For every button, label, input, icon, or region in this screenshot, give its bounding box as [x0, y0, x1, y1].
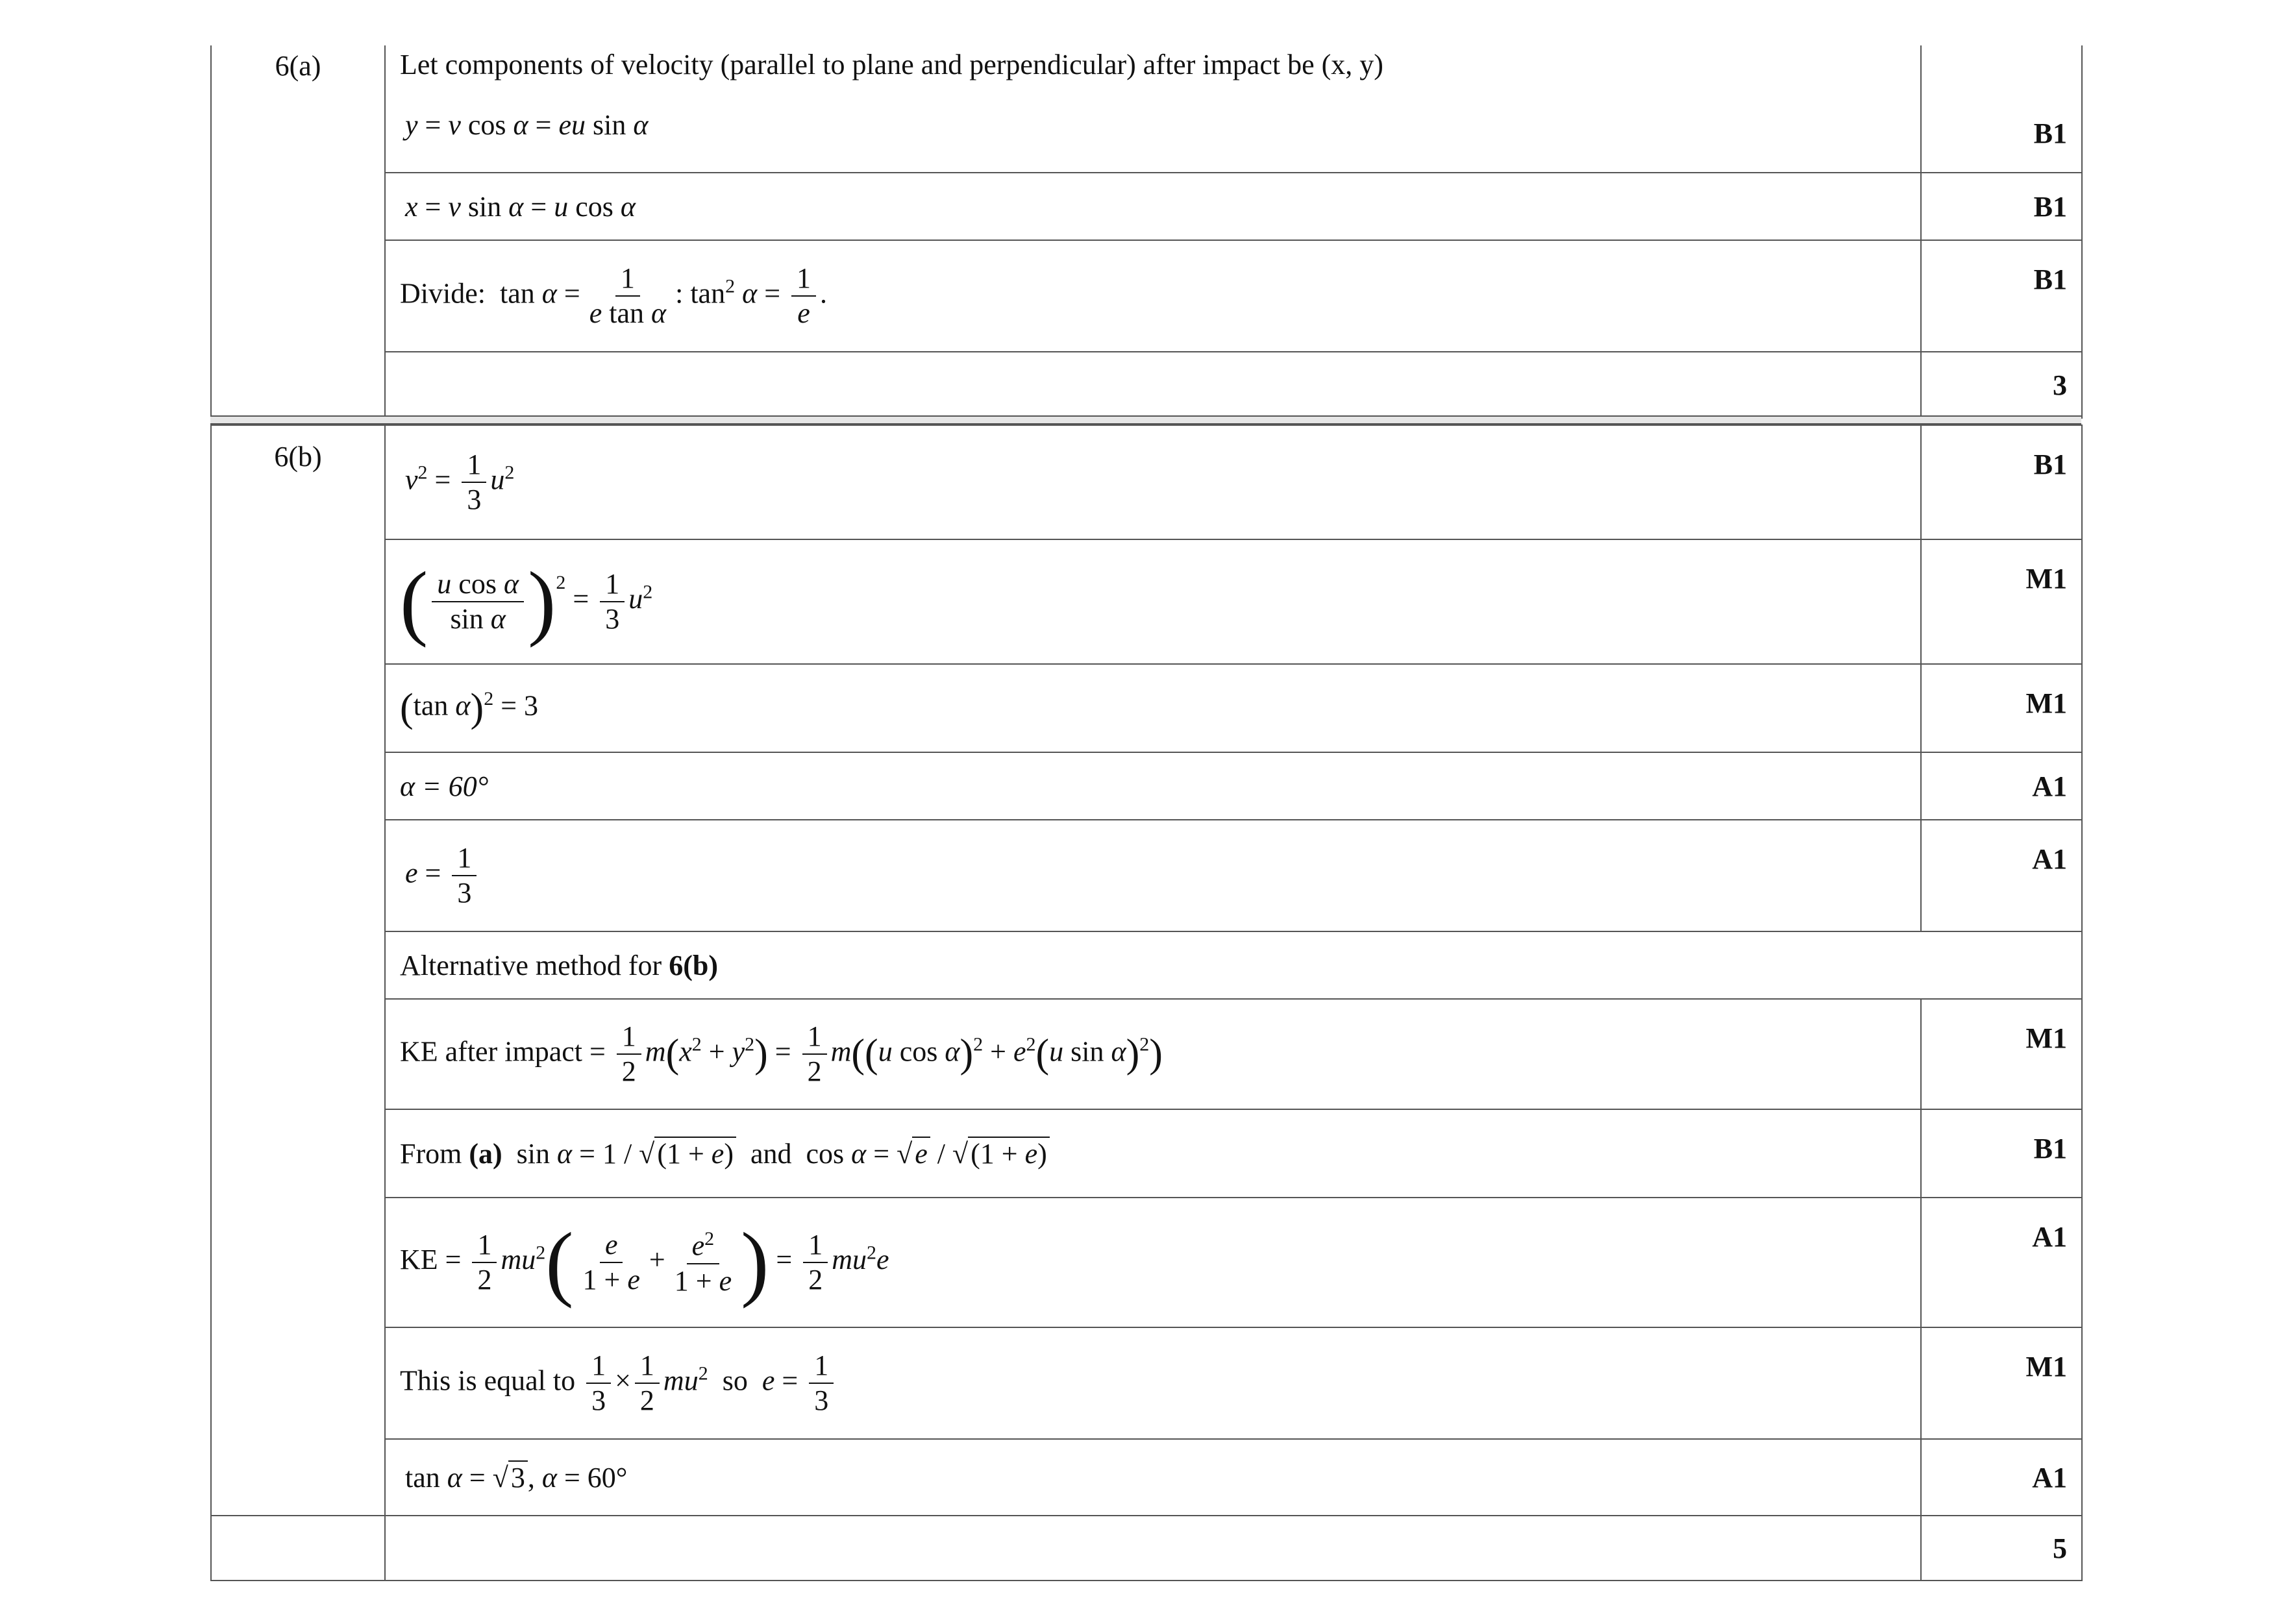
mark: B1 [1921, 173, 2082, 240]
equation: KE = $\frac{1}{2}$ $mu^2$( $\frac{e}{1 + e}$ + $\frac{e^2}{1 + e}$ ) = $\frac{1}{2}$ $mu^2e$ [385, 1198, 1921, 1327]
equation: ( $\frac{\text{u cos α}}{\text{sin α}}$ )$^2$ = $\frac{1}{3}$ $u^2$ [385, 539, 1921, 664]
mark: B1 [1921, 1109, 2082, 1198]
equation: y = v cos α = eu sin α [405, 109, 649, 141]
empty-cell [385, 352, 1921, 418]
part-a-table [210, 45, 2083, 419]
mark: B1 [1921, 425, 2082, 539]
part-b-table [210, 424, 2083, 1581]
equation: x = v sin α = u cos α [385, 173, 1921, 240]
mark: A1 [1921, 752, 2082, 820]
total-mark: 3 [1921, 352, 2082, 418]
working-cell [385, 45, 1921, 173]
intro-text: Let components of velocity (parallel to plane and perpendicular) after impact be (x, y) [400, 49, 1383, 80]
total-mark: 5 [1921, 1516, 2082, 1581]
equation: tan α = √3, α = 60° [385, 1439, 1921, 1516]
empty-cell [385, 1516, 1921, 1581]
section-separator [210, 415, 2081, 424]
equation: α = 60° [385, 752, 1921, 820]
equation: (tan α)$^2$ = 3 [385, 664, 1921, 752]
mark: A1 [1921, 820, 2082, 931]
question-number: 6(b) [211, 425, 385, 1516]
equation: $v^2$ = $\frac{1}{3}$ $u^2$ [385, 425, 1921, 539]
alternative-method-heading: Alternative method for 6(b) [385, 931, 2082, 999]
divide-label: Divide: [400, 277, 486, 310]
mark: B1 [1921, 45, 2082, 173]
empty-cell [211, 1516, 385, 1581]
equation: e = $\frac{1}{3}$ [385, 820, 1921, 931]
equation: KE after impact = $\frac{1}{2}$ $m(x^2 + y^2)$ = $\frac{1}{2}$ m((u $\cos \alpha)^2 + e^2(u$ sin α)$^2$) [385, 999, 1921, 1109]
equation: Divide: tan α = $\frac{1}{\text{e tan α}}$ : $\tan^2 \alpha$ = $\frac{1}{e}$ . [385, 240, 1921, 352]
question-number: 6(a) [211, 45, 385, 418]
mark: M1 [1921, 539, 2082, 664]
equation: From (a) sin α = 1 / √(1 + e) and cos α = √e / √(1 + e) [385, 1109, 1921, 1198]
mark: M1 [1921, 999, 2082, 1109]
mark: M1 [1921, 664, 2082, 752]
mark: B1 [1921, 240, 2082, 352]
mark: A1 [1921, 1439, 2082, 1516]
mark: M1 [1921, 1327, 2082, 1439]
equation: This is equal to $\frac{1}{3}$ × $\frac{1}{2}$ $mu^2$ so e = $\frac{1}{3}$ [385, 1327, 1921, 1439]
mark: A1 [1921, 1198, 2082, 1327]
